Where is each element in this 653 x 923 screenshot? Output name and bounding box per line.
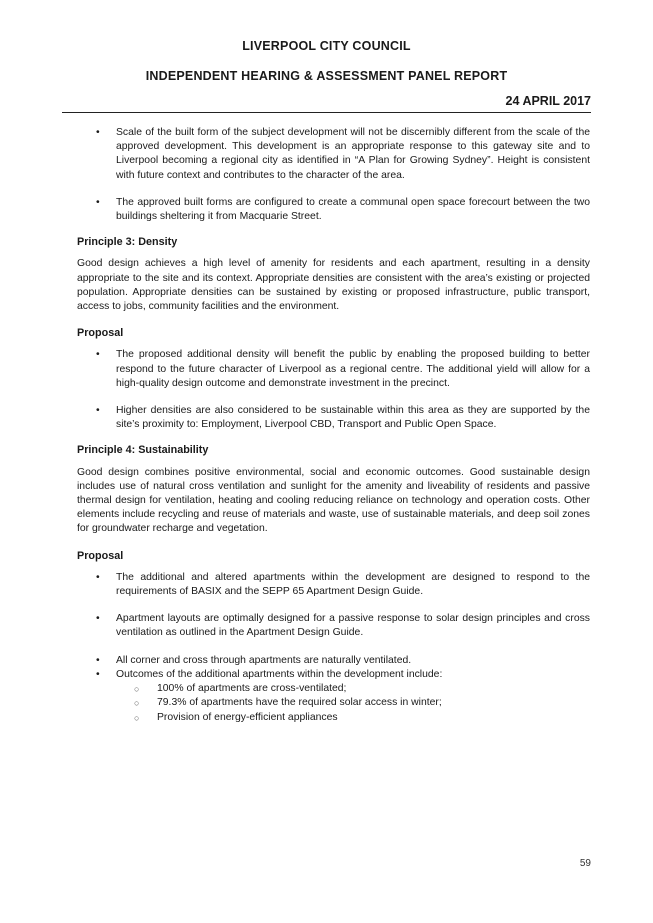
bullet-text: All corner and cross through apartments are naturally ventilated. bbox=[116, 654, 412, 666]
bullet-icon: • bbox=[96, 127, 100, 138]
sub-bullet-text: Provision of energy-efficient appliances bbox=[157, 711, 338, 723]
bullet-text: Higher densities are also considered to be sustainable within this area as they are supported by the site’s proximity to: Employment, Liverpool CBD, Transport and Public Open Space. bbox=[116, 405, 590, 431]
principle-4-bullet-list bbox=[77, 571, 590, 725]
principle-3-heading: Principle 3: Density bbox=[77, 236, 178, 249]
bullet-icon: • bbox=[96, 405, 100, 417]
list-item bbox=[77, 196, 590, 224]
bullet-icon: • bbox=[96, 654, 100, 666]
bullet-text: Apartment layouts are optimally designed for a passive response to solar design principles and cross ventilation as outlined in the Apartment Design Guide. bbox=[116, 613, 590, 639]
bullet-icon: • bbox=[96, 349, 100, 361]
sub-list-item bbox=[77, 696, 590, 710]
principle-3-bullet-list bbox=[77, 348, 590, 432]
proposal-heading: Proposal bbox=[77, 549, 124, 562]
sub-bullet-text: 100% of apartments are cross-ventilated; bbox=[157, 683, 347, 695]
page-number: 59 bbox=[579, 858, 591, 869]
bullet-icon: • bbox=[96, 196, 100, 208]
bullet-icon: • bbox=[96, 613, 100, 625]
report-body bbox=[77, 126, 590, 725]
council-name: LIVERPOOL CITY COUNCIL bbox=[242, 39, 411, 53]
bullet-text: The proposed additional density will benefit the public by enabling the proposed building to better respond to the future character of Liverpool as a regional centre. The additional yield will allow for a high-quality design outcome and demonstrate investment in the precinct. bbox=[116, 349, 590, 389]
bullet-text: Scale of the built form of the subject development will not be discernibly different from the scale of the approved development. This development is an appropriate response to this gateway site and to Liverpool becoming a regional city as identified in “A Plan for Growing Sydney”. Height is consistent with future context and contributes to the character of the area. bbox=[116, 127, 590, 181]
list-item bbox=[77, 654, 590, 668]
bullet-icon: • bbox=[96, 668, 100, 680]
header-rule bbox=[62, 112, 591, 113]
report-title: INDEPENDENT HEARING & ASSESSMENT PANEL REPORT bbox=[145, 69, 508, 83]
principle-3-body: Good design achieves a high level of amenity for residents and each apartment, resulting in a density appropriate to the site and its context. Appropriate densities are consistent with the area’s existing or projected population. Appropriate densities can be sustained by existing or proposed infrastructure, public transport, access to jobs, community facilities and the environment. bbox=[77, 258, 590, 313]
report-date: 24 APRIL 2017 bbox=[505, 94, 591, 108]
bullet-icon: • bbox=[96, 571, 100, 583]
proposal-heading: Proposal bbox=[77, 327, 124, 340]
principle-4-heading: Principle 4: Sustainability bbox=[77, 444, 209, 457]
bullet-text: The additional and altered apartments within the development are designed to respond to the requirements of BASIX and the SEPP 65 Apartment Design Guide. bbox=[116, 571, 590, 598]
intro-bullet-list bbox=[77, 126, 590, 224]
list-item bbox=[77, 126, 590, 183]
sub-list-item bbox=[77, 682, 590, 696]
circle-bullet-icon: ○ bbox=[134, 698, 140, 709]
list-item bbox=[77, 612, 590, 640]
circle-bullet-icon: ○ bbox=[134, 712, 140, 723]
principle-4-body: Good design combines positive environmental, social and economic outcomes. Good sustainable design includes use of natural cross ventilation and sunlight for the amenity and liveability of residents and passive thermal design for ventilation, heating and cooling reducing reliance on technology and operation costs. Other elements include recycling and reuse of materials and waste, use of sustainable materials, and deep soil zones for groundwater recharge and vegetation. bbox=[77, 466, 590, 535]
bullet-text: Outcomes of the additional apartments within the development include: bbox=[116, 668, 443, 680]
bullet-text: The approved built forms are configured to create a communal open space forecourt between the two buildings sheltering it from Macquarie Street. bbox=[116, 196, 590, 223]
list-item bbox=[77, 571, 590, 599]
list-item bbox=[77, 348, 590, 391]
sub-list-item bbox=[77, 711, 590, 725]
list-item bbox=[77, 404, 590, 432]
sub-bullet-text: 79.3% of apartments have the required solar access in winter; bbox=[157, 697, 442, 709]
circle-bullet-icon: ○ bbox=[134, 684, 140, 695]
list-item bbox=[77, 668, 590, 682]
